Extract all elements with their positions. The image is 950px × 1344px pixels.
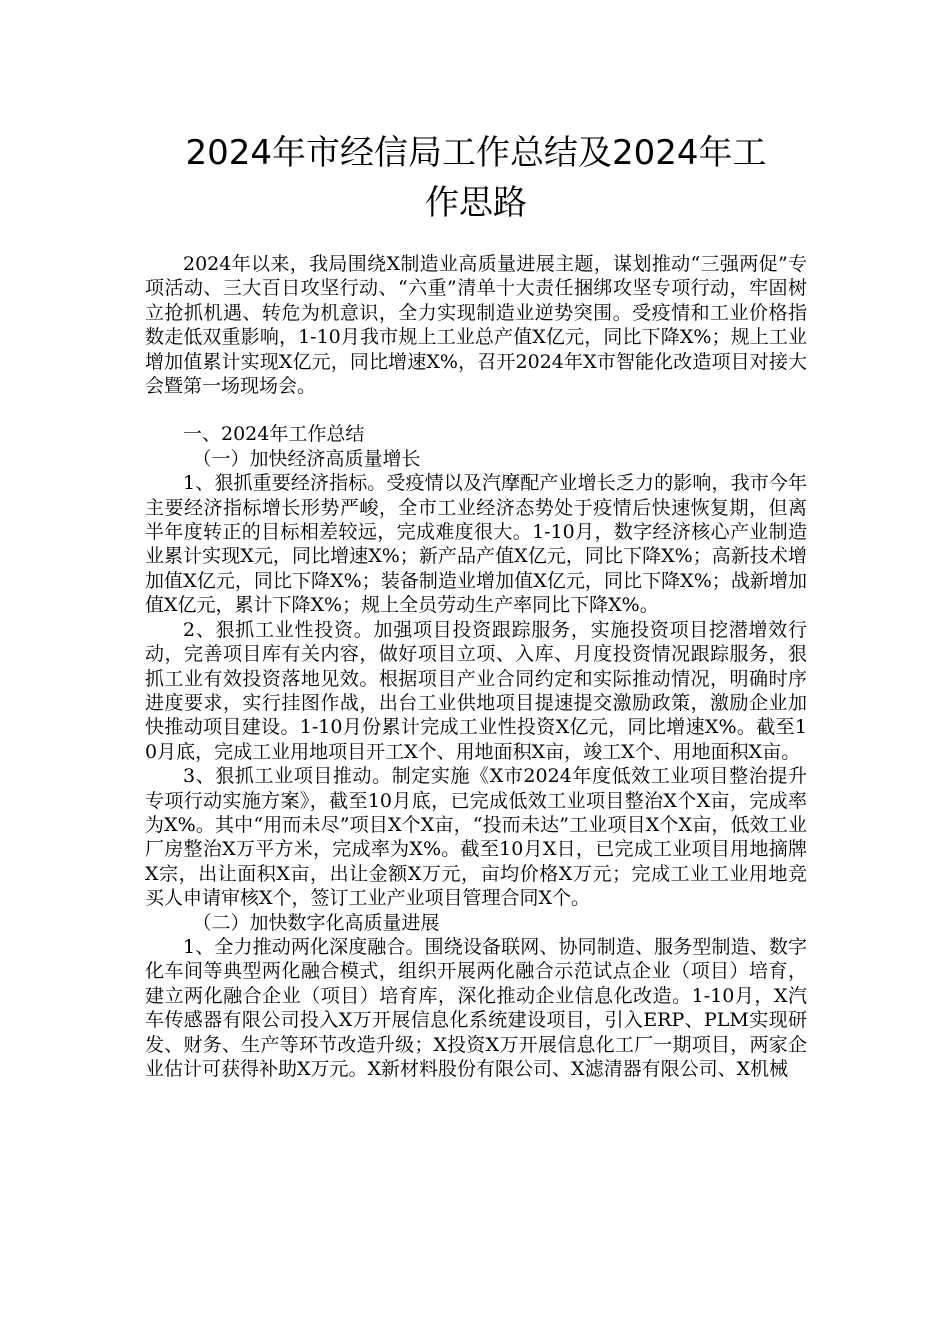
document-title [145, 128, 807, 228]
paragraph-digital-integration: 1、全力推动两化深度融合。围绕设备联网、协同制造、服务型制造、数字化车间等典型两化融合模式，组织开展两化融合示范试点企业（项目）培育，建立两化融合企业（项目）培育库，深化推动企业信息化改造。1-10月，X汽车传感器有限公司投入X万开展信息化系统建设项目，引入ERP、PLM实现研发、财务、生产等环节改造升级；X投资X万开展信息化工厂一期项目，两家企业估计可获得补助X万元。X新材料股份有限公司、X滤清器有限公司、X机械 [145, 935, 807, 1080]
title-line-1: 2024年市经信局工作总结及2024年工 [185, 133, 767, 173]
title-line-2: 作思路 [425, 183, 527, 223]
paragraph-economic-indicators: 1、狠抓重要经济指标。受疫情以及汽摩配产业增长乏力的影响，我市今年主要经济指标增长形势严峻，全市工业经济态势处于疫情后快速恢复期，但离半年度转正的目标相差较远，完成难度很大。1-10月，数字经济核心产业制造业累计实现X元，同比增速X%；新产品产值X亿元，同比下降X%；高新技术增加值X亿元，同比下降X%；装备制造业增加值X亿元，同比下降X%；战新增加值X亿元，累计下降X%；规上全员劳动生产率同比下降X%。 [145, 472, 807, 617]
paragraph-gap [145, 398, 807, 422]
paragraph-industrial-investment: 2、狠抓工业性投资。加强项目投资跟踪服务，实施投资项目挖潜增效行动，完善项目库有关内容，做好项目立项、入库、月度投资情况跟踪服务，狠抓工业有效投资落地见效。根据项目产业合同约定和实际推动情况，明确时序进度要求，实行挂图作战，出台工业供地项目提速提交激励政策，激励企业加快推动项目建设。1-10月份累计完成工业性投资X亿元，同比增速X%。截至10月底，完成工业用地项目开工X个、用地面积X亩，竣工X个、用地面积X亩。 [145, 618, 807, 763]
paragraph-industrial-projects: 3、狠抓工业项目推动。制定实施《X市2024年度低效工业项目整治提升专项行动实施方案》，截至10月底，已完成低效工业项目整治X个X亩，完成率为X%。其中“用而未尽”项目X个X亩，“投而未达”工业项目X个X亩，低效工业厂房整治X万平方米，完成率为X%。截至10月X日，已完成工业项目用地摘牌X宗，出让面积X亩，出让金额X万元，亩均价格X万元；完成工业工业用地竞买人申请审核X个，签订工业产业项目管理合同X个。 [145, 765, 807, 910]
document-page [145, 128, 807, 1081]
intro-paragraph: 2024年以来，我局围绕X制造业高质量进展主题，谋划推动“三强两促”专项活动、三大百日攻坚行动、“六重”清单十大责任捆绑攻坚专项行动，牢固树立抢抓机遇、转危为机意识，全力实现制造业逆势突围。受疫情和工业价格指数走低双重影响，1-10月我市规上工业总产值X亿元，同比下降X%；规上工业增加值累计实现X亿元，同比增速X%，召开2024年X市智能化改造项目对接大会暨第一场现场会。 [145, 253, 807, 398]
section-heading-1: 一、2024年工作总结 [183, 423, 365, 446]
subsection-heading-2: （二）加快数字化高质量进展 [192, 911, 440, 934]
subsection-heading-1: （一）加快经济高质量增长 [192, 447, 421, 470]
